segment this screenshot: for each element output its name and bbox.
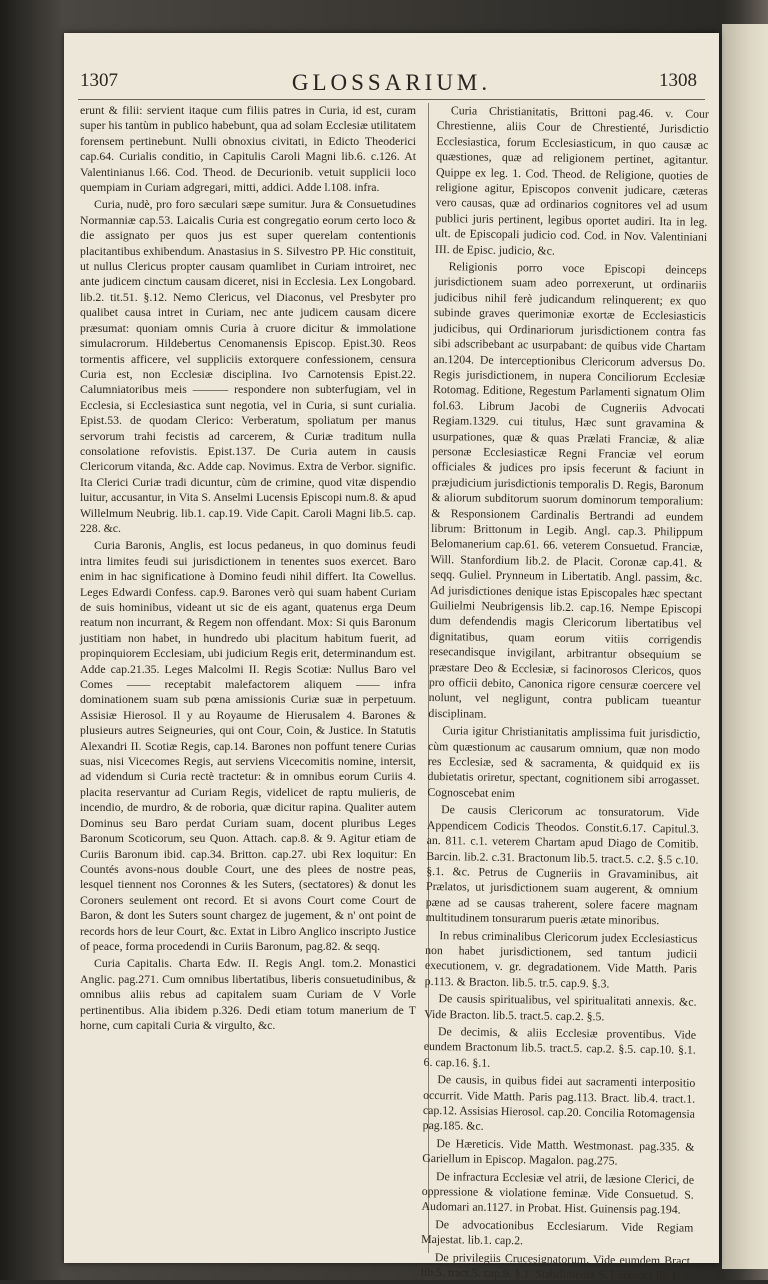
page-number-left: 1307: [80, 70, 118, 91]
paragraph: erunt & filii: servient itaque cum filiis patres in Curia, id est, curam super his tantùm in publico habebunt, qua ad solam Ecclesiæ utilitatem forensem pertinebunt. Nulli obnoxius civitati, in Edicto Theoderici cap.64. Curialis conditio, in Capitulis Caroli Magni lib.6. c.126. At Valentinianus l.66. Cod. Theod. de Decurionib. vetuit supplicii loco quempiam in Curiam adgregari, mitti, addici. Adde l.108. infra.: [80, 103, 416, 195]
right-column: [420, 103, 709, 1283]
paragraph: Curia Christianitatis, Brittoni pag.46. v. Cour Chrestienne, aliis Cour de Chrestienté, Jurisdictio Ecclesiastica, forum Ecclesiasticum, in quo causæ ac quæstiones, quæ ad religionem pertinet, agitantur. Quippe ex leg. 1. Cod. Theod. de Religione, quoties de religione agitur, Episcopos convenit judicare, cæteras vero causas, quæ ad ordinarios cognitores vel ad usum publici juris pertinent, legibus oportet audiri. Ita in leg. ult. de Episcopali judicio cod. Cod. in Nov. Valentiniani III. de Episc. judicio, &c.: [434, 103, 709, 258]
paragraph: De Hæreticis. Vide Matth. Westmonast. pag.335. & Gariellum in Episcop. Magalon. pag.275.: [422, 1135, 695, 1168]
paragraph: De infractura Ecclesiæ vel atrii, de læsione Clerici, de oppressione & violatione feminæ. Vide Consuetud. S. Audomari an.1127. in Probat. Hist. Guinensis pag.194.: [421, 1168, 695, 1217]
running-title: GLOSSARIUM.: [291, 70, 492, 95]
paragraph: De decimis, & aliis Ecclesiæ proventibus. Vide eundem Bractonum lib.5. tract.5. cap.2. §.5. cap.10. §.1. 6. cap.16. §.1.: [423, 1024, 697, 1070]
left-column: [80, 103, 416, 1253]
paragraph: De advocationibus Ecclesiarum. Vide Regiam Majestat. lib.1. cap.2.: [421, 1216, 694, 1248]
paragraph: Curia igitur Christianitatis amplissima fuit jurisdictio, cùm quæstionum ac causarum omnium, quæ non modo res Ecclesiæ, sed & sacramenta, & quidquid ex iis dubietatis oriretur, spectant, cognitionem sibi arrogasset. Cognoscebat enim: [427, 723, 701, 801]
paragraph: De causis Clericorum ac tonsuratorum. Vide Appendicem Codicis Theodos. Constit.6.17. Capitul.3. an. 811. c.1. veterem Chartam apud Diago de Comitib. Barcin. lib.2. c.31. Bractonum lib.5. tract.5. c.2. §.5 c.10. §.1. &c. Petrus de Cugneriis in Gravaminibus, ait Prælatos, ut jurisdictionem suam augerent, & omnium pæne ad se causas traherent, solere facere magnam multitudinem tonsurarum pueris ætate minoribus.: [425, 802, 700, 928]
page-header: [64, 70, 719, 98]
paragraph: Religionis porro voce Episcopi deinceps jurisdictionem suam adeo porrexerunt, ut ordinariis judicibus nihil ferè judicandum relinquerent; ex quo subinde graves querimoniæ exortæ de Ecclesiasticis judicibus, qui Ordinariorum jurisdictionem contra fas sibi adscribebant ac usurpabant: de quibus vide Chartam an.1204. De interceptionibus Clericorum adversus Do. Regis jurisdictionem, in nupera Conciliorum Ecclesiæ Rotomag. Editione, Regestum Parlamenti signatum Olim fol.63. Librum Jacobi de Cugneriis Advocati Regiam.1329. cui titulus, Hæc sunt gravamina & usurpationes, quæ & quas Prælati Franciæ, & aliæ personæ Ecclesiasticæ Regni Franciæ vel eorum officiales & judices pro ipsis fecerunt & faciunt in præjudicium jurisdictionis temporalis D. Regis, Baronum & aliorum subditorum suorum dominorum temporalium: & Responsionem Cardinalis Bertrandi ad eundem librum: Brittonum in Legib. Angl. cap.3. Philippum Belomanerium cap.61. 66. veterem Consuetud. Franciæ, Will. Stanfordium lib.2. de Placit. Coronæ cap.41. & seqq. Guliel. Prynneum in Libertatib. Angl. passim, &c. Ad jurisdictiones denique istas Episcopales hæc spectant Guilielmi Neubrigensis lib.2. cap.16. Nempe Episcopi dum defendendis magis Clericorum libertatibus vel dignitatibus, quam eorum vitiis corrigendis resecandisque invigilant, arbitrantur obsequium se præstare Deo & Ecclesiæ, si facinorosos Clericos, quos pro officii debito, Canonica rigore censuræ coercere vel nolunt, vel negligunt, contra publicam tueantur disciplinam.: [428, 259, 707, 721]
adjacent-page-edge: [722, 24, 768, 1269]
book-page: [64, 33, 719, 1283]
paragraph: De causis spiritualibus, vel spiritualitati annexis. &c. Vide Bracton. lib.5. tract.5. cap.2. §.5.: [424, 991, 697, 1023]
paragraph: De privilegiis Crucesignatorum. Vide eumdem Bract. lib.5. tract.5. cap.9. §.1. Stabilimenta S. Ludovici lib.1.: [420, 1249, 693, 1283]
paragraph: Curia Capitalis. Charta Edw. II. Regis Angl. tom.2. Monastici Anglic. pag.271. Cum omnibus libertatibus, liberis consuetudinibus, & omnibus aliis rebus ad capitalem suam Curiam de V Vorle pertinentibus. Alia ibidem p.326. Dedi etiam totum manerium de T horne, cum capitali Curia & virgulto, &c.: [80, 956, 416, 1032]
paragraph: De causis, in quibus fidei aut sacramenti interpositio occurrit. Vide Matth. Paris pag.113. Bract. lib.4. tract.1. cap.12. Assisias Hierosol. cap.20. Concilia Rotomagensia pag.185. &c.: [422, 1072, 696, 1134]
header-rule: [78, 99, 705, 100]
page-number-right: 1308: [659, 70, 697, 91]
paragraph: Curia Baronis, Anglis, est locus pedaneus, in quo dominus feudi intra limites feudi sui jurisdictionem in tenentes suos exercet. Baro enim in hac significatione à Domino feudi nihil differt. Ita Cowellus. Leges Edwardi Confess. cap.9. Barones verò qui suam habent Curiam de suis hominibus, videant ut sic de eis agant, quatenus erga Deum reatum non incurrant, & Regem non offendant. Mox: Si quis Baronum justitiam non habet, in hundredo ubi placitum habitum fuerit, ad propinquiorem Ecclesiam, ubi judicium Regis erit, determinandum est. Adde cap.21.35. Leges Malcolmi II. Regis Scotiæ: Nullus Baro vel Comes —— receptabit malefactorem aliquem —— infra dominationem suam sub pœna amissionis Curiæ suæ in perpetuum. Assisiæ Hierosol. Il y au Royaume de Hierusalem 4. Barones & plusieurs autres Seigneuries, qui ont Cour, Coin, & Justice. In Statutis Alexandri II. Scotiæ Regis, cap.14. Barones non poffunt tenere Curias suas, nisi Vicecomes Regis, aut serviens Vicecomitis nomine, intersit, ad videndum si Curia rectè tractetur: & in omnibus eorum Curiis 4. placita reservantur ad Curiam Regis, videlicet de raptu mulieris, de incendio, de murdro, & de roboria, quæ dicitur rapina. Qualiter autem Dominus seu Baro perdat Curiam suam, docent pluribus Leges Baronum Scoticorum, seu Quon. Attach. cap.8. & 9. Agitur etiam de Curiis Baronum ibid. cap.34. Britton. cap.27. ubi Rex loquitur: En Countés avons-nous double Court, une des plees de nostre peas, lesquel tiennent nos Coronnes & les Suters, (sectatores) & donut les Coroners seulement ont record. Et si avons Court come Court de Baron, & dont les Suters sount chargez de jugement, & n' ont point de records hors de leur Court, &c. Extat in Libro Anglico inscripto Justice of peace, forma procedendi in Curiis Baronum, pag.82. & seqq.: [80, 538, 416, 953]
paragraph: In rebus criminalibus Clericorum judex Ecclesiasticus non habet jurisdictionem, sed tantum judicii executionem, v. gr. degradationem. Vide Matth. Paris p.113. & Bracton. lib.5. tr.5. cap.9. §.3.: [424, 927, 698, 991]
paragraph: Curia, nudè, pro foro sæculari sæpe sumitur. Jura & Consuetudines Normanniæ cap.53. Laicalis Curia est congregatio eorum certo loco & die assignato per quos jus est super querelam contentionis placitantibus exhibendum. Anastasius in S. Silvestro PP. Hic constituit, ut nullus Clericus propter causam quamlibet in Curiam introiret, nec ante judicem cinctum causam diceret, nisi in Ecclesia. Lex Longobard. lib.2. tit.51. §.12. Nemo Clericus, vel Diaconus, vel Presbyter pro qualibet causa intret in Curiam, nec ante judicem causam dicere præsumat: quoniam omnis Curia à cruore dicitur & immolatione simulacrorum. Hildebertus Cenomanensis Episcop. Epist.30. Reos tormentis afficere, vel suppliciis extorquere confessionem, censura Curia est, non Ecclesiæ disciplina. Ivo Carnotensis Epist.22. Calumniatoribus meis ——— respondere non subterfugiam, vel in Ecclesia, si Ecclesiastica sunt negotia, vel in Curia, si sunt curialia. Epist.53. de quodam Clerico: Verberatum, spoliatum per manus servorum trahi fecistis ad carcerem, & Curiæ traditum nulla consolatione refovistis. Epist.137. De Curia autem in causis Clericorum vitanda, &c. Adde cap. Novimus. Extra de Verbor. signific. Ita Clerici Curiæ tradi dicuntur, cùm de crimine, quod vitæ dispendio luitur, accusantur, in Vita S. Anselmi Lucensis Episcopi num.8. & apud Willelmum Neubrig. lib.1. cap.19. Vide Capit. Caroli Magni lib.5. cap. 228. &c.: [80, 197, 416, 535]
